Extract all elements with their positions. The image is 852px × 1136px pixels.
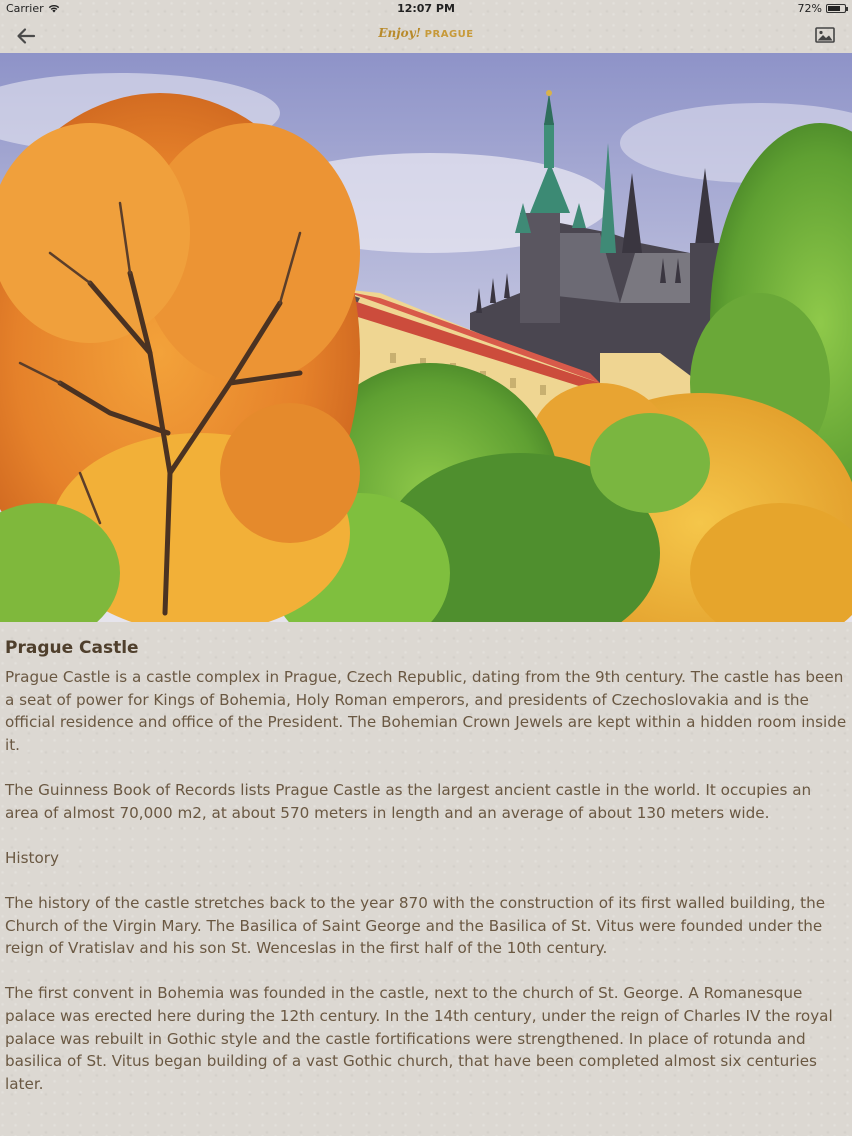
carrier-label: Carrier [6, 2, 44, 15]
nav-bar [0, 18, 852, 53]
article-paragraph: Prague Castle is a castle complex in Prague, Czech Republic, dating from the 9th century. The castle has been a seat of power for Kings of Bohemia, Holy Roman emperors, and presidents of Czechoslovakia and is the official residence and office of the President. The Bohemian Crown Jewels are kept within a hidden room inside it. [5, 668, 847, 754]
logo-caps: PRAGUE [424, 29, 474, 40]
article-paragraph: The Guinness Book of Records lists Prague Castle as the largest ancient castle in the world. It occupies an area of almost 70,000 m2, at about 570 meters in length and an average of about 130 meters wide. [5, 780, 812, 822]
status-bar [0, 0, 852, 18]
status-time: 12:07 PM [397, 2, 455, 15]
article-paragraph: The history of the castle stretches back to the year 870 with the construction of its first walled building, the Church of the Virgin Mary. The Basilica of Saint George and the Basilica of St. Vitus were founded under the reign of Vratislav and his son St. Wenceslas in the first half of the 10th century. [5, 893, 826, 958]
app-logo [0, 26, 852, 40]
battery-percent: 72% [797, 2, 822, 15]
article-section-heading: History [5, 848, 60, 867]
article-title: Prague Castle [5, 638, 139, 658]
castle-photo [0, 53, 852, 622]
hero-image [0, 53, 852, 622]
logo-script: Enjoy! [378, 26, 421, 40]
article-content [5, 632, 847, 1118]
battery-fill [828, 6, 840, 11]
image-gallery-icon [814, 24, 836, 46]
article-paragraph: The first convent in Bohemia was founded in the castle, next to the church of St. George. A Romanesque palace was erected here during the 12th century. In the 14th century, under the reign of Charles IV the royal palace was rebuilt in Gothic style and the castle fortifications were strengthened. In place of rotunda and basilica of St. Vitus began building of a vast Gothic church, that have been completed almost six centuries later. [5, 984, 833, 1093]
gallery-button[interactable] [814, 24, 838, 48]
battery-icon [826, 4, 846, 13]
